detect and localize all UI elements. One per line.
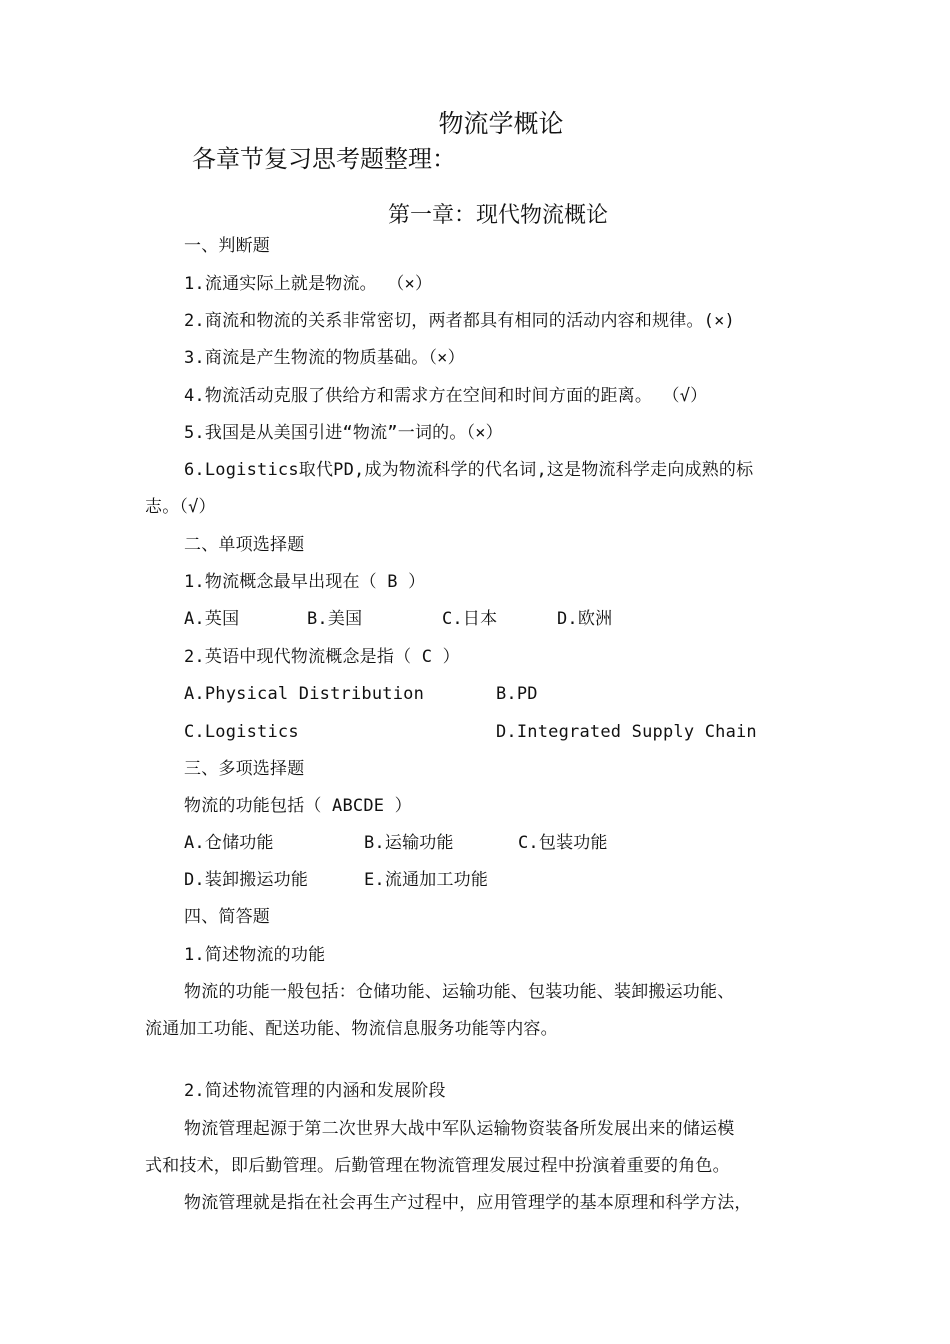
sa-answer-2-line-3: 物流管理就是指在社会再生产过程中，应用管理学的基本原理和科学方法， [184,1193,752,1213]
sc-q2-option-d: D.Integrated Supply Chain [496,722,757,742]
tf-question-5: 5.我国是从美国引进“物流”一词的。（×） [184,423,503,443]
sa-answer-1-line-2: 流通加工功能、配送功能、物流信息服务功能等内容。 [145,1019,558,1039]
tf-question-1: 1.流通实际上就是物流。 （×） [184,274,433,294]
section-heading-single-choice: 二、单项选择题 [184,535,305,555]
tf-question-6-line-2: 志。（√） [145,497,216,517]
document-subtitle: 各章节复习思考题整理： [192,145,456,173]
sa-answer-2-line-1: 物流管理起源于第二次世界大战中军队运输物资装备所发展出来的储运模 [184,1119,735,1139]
tf-question-6-line-1: 6.Logistics取代PD,成为物流科学的代名词,这是物流科学走向成熟的标 [184,460,754,480]
mc-option-c: C.包装功能 [518,833,608,853]
sc-q1-option-b: B.美国 [307,609,363,629]
sc-q1-option-d: D.欧洲 [557,609,613,629]
sc-q2-option-a: A.Physical Distribution [184,684,425,704]
sa-question-1: 1.简述物流的功能 [184,945,326,965]
sc-q2-option-b: B.PD [496,684,538,704]
tf-question-3: 3.商流是产生物流的物质基础。（×） [184,348,465,368]
sa-answer-1-line-1: 物流的功能一般包括：仓储功能、运输功能、包装功能、装卸搬运功能、 [184,982,735,1002]
mc-option-b: B.运输功能 [364,833,454,853]
sa-question-2: 2.简述物流管理的内涵和发展阶段 [184,1081,446,1101]
section-heading-short-answer: 四、简答题 [184,907,270,927]
chapter-title: 第一章：现代物流概论 [387,203,608,228]
document-title: 物流学概论 [438,109,564,138]
mc-option-a: A.仓储功能 [184,833,274,853]
section-heading-multiple-choice: 三、多项选择题 [184,759,305,779]
sc-q1-option-c: C.日本 [442,609,498,629]
sc-q2-option-c: C.Logistics [184,722,299,742]
sc-q1-option-a: A.英国 [184,609,240,629]
sc-question-2: 2.英语中现代物流概念是指（ C ） [184,647,460,667]
mc-option-d: D.装卸搬运功能 [184,870,309,890]
sa-answer-2-line-2: 式和技术，即后勤管理。后勤管理在物流管理发展过程中扮演着重要的角色。 [145,1156,730,1176]
mc-question-1: 物流的功能包括（ ABCDE ） [184,796,412,816]
section-heading-true-false: 一、判断题 [184,236,270,256]
sc-question-1: 1.物流概念最早出现在（ B ） [184,572,426,592]
tf-question-4: 4.物流活动克服了供给方和需求方在空间和时间方面的距离。 （√） [184,386,708,406]
mc-option-e: E.流通加工功能 [364,870,489,890]
tf-question-2: 2.商流和物流的关系非常密切，两者都具有相同的活动内容和规律。(×) [184,311,735,331]
